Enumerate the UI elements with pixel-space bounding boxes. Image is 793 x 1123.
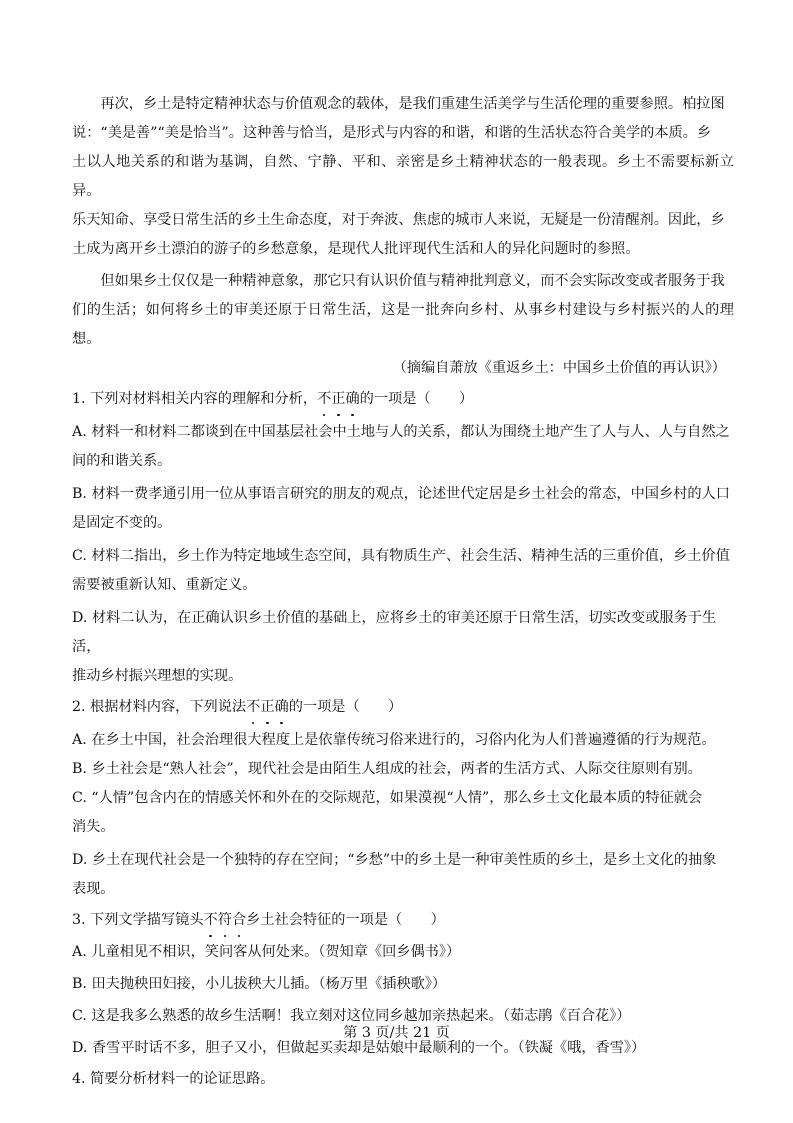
option-c	[72, 784, 734, 842]
emphasis-char: 不	[204, 906, 218, 935]
emphasis-text	[317, 391, 360, 407]
question-title	[72, 385, 734, 414]
option-line: D. 香雪平时话不多，胆子又小，但做起买卖却是姑娘中最顺利的一个。（铁凝《哦，香雪》）	[72, 1040, 646, 1056]
text-line: 说：“美是善”“美是恰当”。这种善与恰当，是形式与内容的和谐，和谐的生活状态符合美学的本质。乡	[72, 125, 712, 141]
option-b	[72, 755, 734, 784]
option-a	[72, 726, 734, 755]
option-line: B. 乡土社会是“熟人社会”，现代社会是由陌生人组成的社会，两者的生活方式、人际交往原则有别。	[72, 761, 702, 777]
emphasis-text	[204, 912, 247, 928]
text-line: 乐天知命、享受日常生活的乡土生命态度，对于奔波、焦虑的城市人来说，无疑是一份清醒剂。因此，乡	[72, 212, 725, 228]
material-paragraph	[72, 267, 734, 354]
option-line: B. 材料一费孝通引用一位从事语言研究的朋友的观点，论述世代定居是乡土社会的常态，中国乡村的人口	[72, 486, 730, 502]
emphasis-char: 确	[345, 385, 359, 414]
option-a	[72, 418, 734, 476]
emphasis-char: 确	[275, 693, 289, 722]
option-line: 需要被重新认知、重新定义。	[72, 577, 257, 593]
option-line: D. 材料二认为，在正确认识乡土价值的基础上，应将乡土的审美还原于日常生活，切实改变或服务于生活，	[72, 610, 717, 655]
option-line: 消失。	[72, 819, 115, 835]
option-line: D. 乡土在现代社会是一个独特的存在空间；“乡愁”中的乡土是一种审美性质的乡土，是乡土文化的抽象	[72, 852, 717, 868]
page-footer: 第 3 页/共 21 页	[343, 1025, 450, 1041]
question-title	[72, 906, 734, 935]
question-title-text: 2. 根据材料内容，下列说法	[72, 699, 247, 715]
emphasis-char: 正	[260, 693, 274, 722]
text-line: 但如果乡土仅仅是一种精神意象，那它只有认识价值与精神批判意义，而不会实际改变或者服务于我	[100, 273, 725, 289]
option-line: 是固定不变的。	[72, 515, 172, 531]
question-title: 4. 简要分析材料一的论证思路。	[72, 1071, 275, 1087]
question-title-text: 乡土社会特征的一项是（ ）	[246, 912, 445, 928]
material-paragraph	[72, 90, 734, 264]
option-line: C. 材料二指出，乡土作为特定地域生态空间，具有物质生产、社会生活、精神生活的三重价值，乡土价值	[72, 548, 730, 564]
emphasis-char: 不	[317, 385, 331, 414]
option-line: 间的和谐关系。	[72, 453, 172, 469]
text-line: 土以人地关系的和谐为基调，自然、宁静、平和、亲密是乡土精神状态的一般表现。乡土不需要标新立异。	[72, 154, 734, 199]
option-line: A. 儿童相见不相识，笑问客从何处来。（贺知章《回乡偶书》）	[72, 944, 461, 960]
option-b	[72, 480, 734, 538]
option-line: A. 在乡土中国，社会治理很大程度上是依靠传统习俗来进行的，习俗内化为人们普遍遵循的行为规范。	[72, 732, 716, 748]
option-b	[72, 970, 734, 999]
question-title-text: 1. 下列对材料相关内容的理解和分析，	[72, 391, 318, 407]
text-line: 土成为离开乡土漂泊的游子的乡愁意象，是现代人批评现代生活和人的异化问题时的参照。	[72, 241, 640, 257]
question-title-text: 的一项是（ ）	[288, 699, 403, 715]
question-title-text: 的一项是（ ）	[359, 391, 474, 407]
text-line: 再次，乡土是特定精神状态与价值观念的载体，是我们重建生活美学与生活伦理的重要参照。柏拉图	[100, 96, 725, 112]
emphasis-char: 符	[218, 906, 232, 935]
option-line: 推动乡村振兴理想的实现。	[72, 668, 243, 684]
option-line: 表现。	[72, 881, 115, 897]
option-line: A. 材料一和材料二都谈到在中国基层社会中土地与人的关系，都认为围绕土地产生了人与人、人与自然之	[72, 424, 730, 440]
source-citation: （摘编自萧放《重返乡土：中国乡土价值的再认识》）	[392, 360, 726, 376]
emphasis-char: 正	[331, 385, 345, 414]
option-line: C. 这是我多么熟悉的故乡生活啊！我立刻对这位同乡越加亲热起来。（茹志鹃《百合花》）	[72, 1008, 631, 1024]
option-d	[72, 604, 734, 691]
question-2	[72, 693, 734, 904]
question-1	[72, 385, 734, 691]
emphasis-char: 合	[232, 906, 246, 935]
question-title-text: 3. 下列文学描写镜头	[72, 912, 204, 928]
page-content	[72, 90, 734, 1094]
option-d	[72, 846, 734, 904]
emphasis-text	[246, 699, 289, 715]
question-4	[72, 1065, 734, 1094]
text-line: 们的生活；如何将乡土的审美还原于日常生活，这是一批奔向乡村、从事乡村建设与乡村振兴的人的理想。	[72, 302, 734, 347]
option-c	[72, 542, 734, 600]
question-title	[72, 693, 734, 722]
option-line: C. “人情”包含内在的情感关怀和外在的交际规范，如果漠视“人情”，那么乡土文化最本质的特征就会	[72, 790, 703, 806]
option-line: B. 田夫抛秧田妇接，小儿拔秧大儿插。（杨万里《插秧歌》）	[72, 976, 447, 992]
option-a	[72, 938, 734, 967]
emphasis-char: 不	[246, 693, 260, 722]
